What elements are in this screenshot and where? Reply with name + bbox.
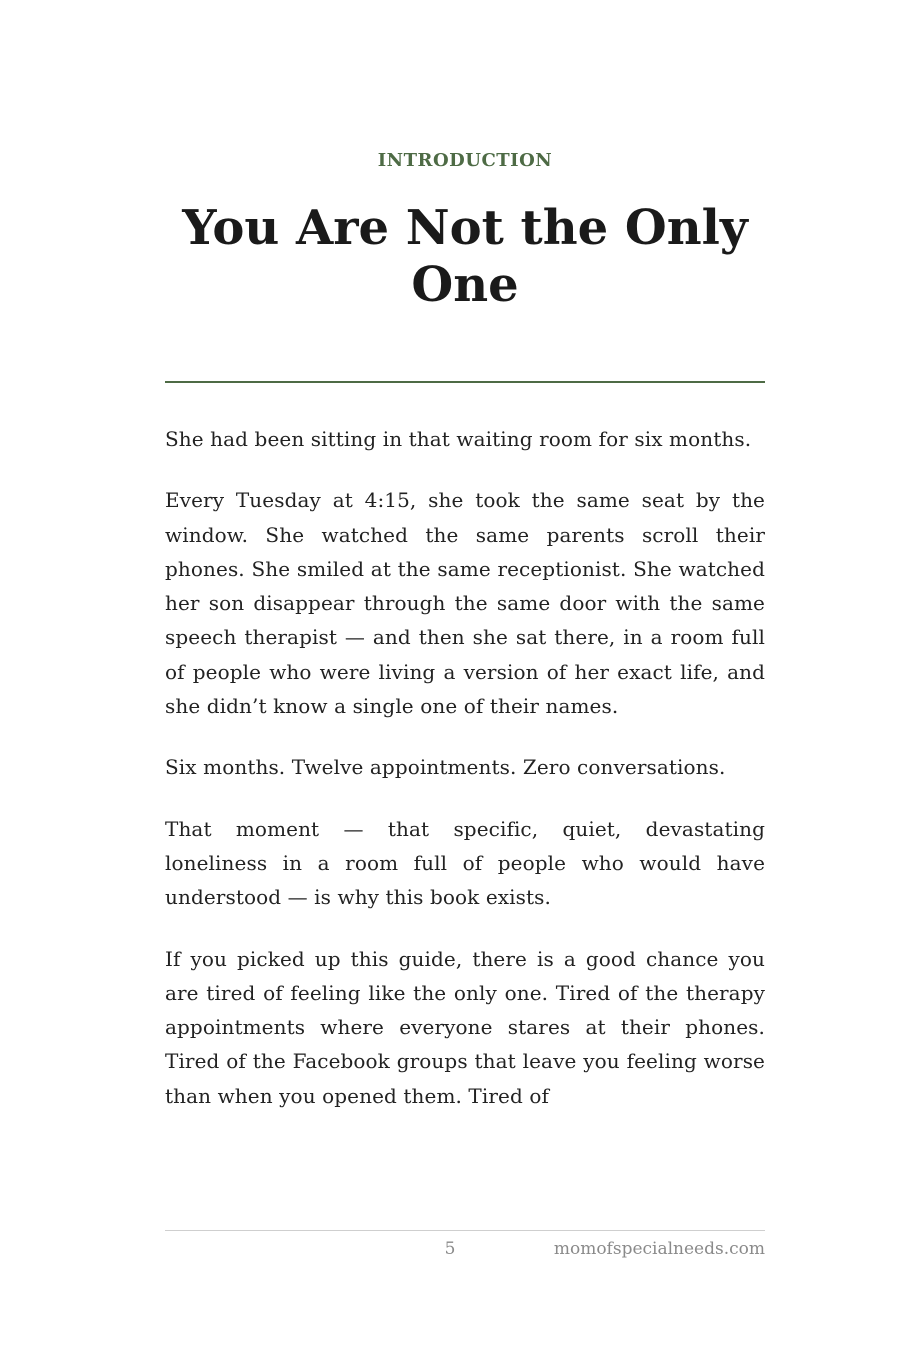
paragraph: Six months. Twelve appointments. Zero conversations. — [165, 755, 726, 780]
chapter-title: You Are Not the Only One — [182, 200, 748, 313]
paragraph: She had been sitting in that waiting room for six months. — [165, 427, 752, 451]
page-number: 5 — [444, 1239, 456, 1259]
paragraph: If you picked up this guide, there is a good chance you are tired of feeling like the only one. Tired of the therapy appointments where everyone stares at their phones. Tired of the Facebook groups that leave you feeling worse than when you opened them. Tired of — [165, 946, 765, 1108]
paragraph: Every Tuesday at 4:15, she took the same seat by the window. She watched the same parents scroll their phones. She smiled at the same receptionist. She watched her son disappear through the same door with the same speech therapist — and then she sat there, in a room full of people who were living a version of her exact life, and she didn’t know a single one of their names. — [165, 488, 765, 719]
title-divider — [165, 381, 765, 383]
paragraph: That moment — that specific, quiet, devastating loneliness in a room full of people who would have understood — is why this book exists. — [165, 816, 765, 910]
footer-site-url: momofspecialneeds.com — [553, 1239, 765, 1259]
body-text — [165, 422, 765, 1228]
footer-divider — [165, 1230, 765, 1231]
chapter-label: INTRODUCTION — [377, 150, 553, 171]
